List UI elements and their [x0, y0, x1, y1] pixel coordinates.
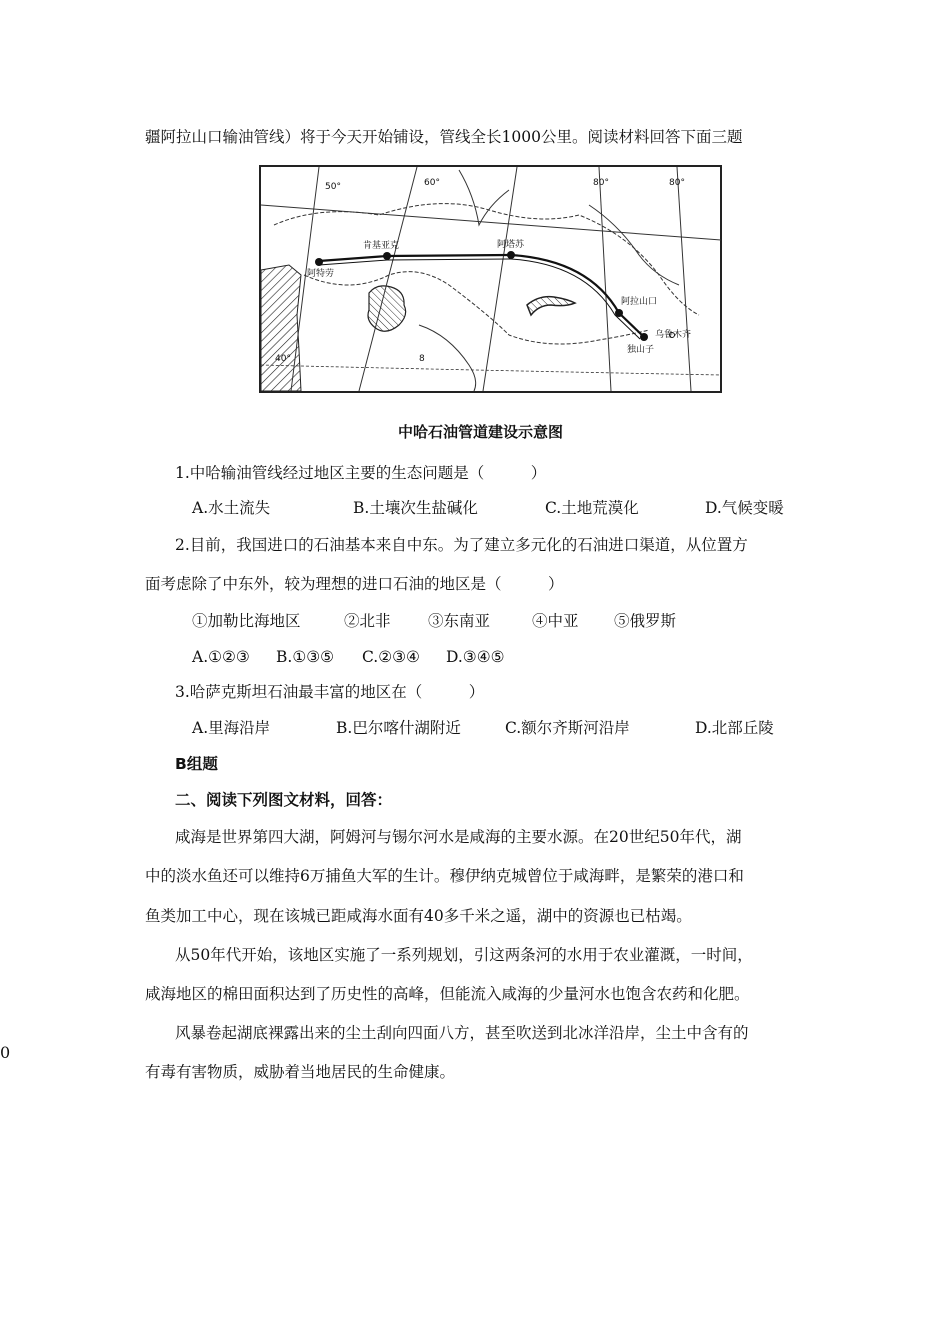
q2-option-b: B.①③⑤	[276, 648, 335, 666]
map-caption: 中哈石油管道建设示意图	[398, 423, 564, 441]
para1-line3: 鱼类加工中心，现在该城已距咸海水面有40多千米之遥，湖中的资源也已枯竭。	[145, 907, 692, 925]
q2-option-c: C.②③④	[362, 648, 420, 666]
intro-line: 疆阿拉山口输油管线）将于今天开始铺设，管线全长1000公里。阅读材料回答下面三题	[145, 128, 743, 146]
q1-option-c: C.土地荒漠化	[545, 499, 639, 517]
label-deg-60: 60°	[424, 178, 440, 188]
label-number-8: 8	[419, 354, 425, 364]
label-kenkiyak: 肯基亚克	[363, 241, 400, 251]
q1-stem: 1.中哈输油管线经过地区主要的生态问题是（ ）	[175, 464, 547, 482]
label-deg-50: 50°	[325, 182, 341, 192]
para2-line2: 咸海地区的棉田面积达到了历史性的高峰，但能流入咸海的少量河水也饱含农药和化肥。	[145, 985, 750, 1003]
city-dushanzi-dot	[640, 333, 648, 341]
q2-item-5: ⑤俄罗斯	[614, 612, 677, 630]
q2-stem-1: 2.目前，我国进口的石油基本来自中东。为了建立多元化的石油进口渠道，从位置方	[175, 536, 748, 554]
q3-option-c: C.额尔齐斯河沿岸	[505, 719, 630, 737]
label-deg-80b: 80°	[669, 178, 685, 188]
label-deg-40: 40°	[275, 354, 291, 364]
q1-option-a: A.水土流失	[192, 499, 271, 517]
pipeline-map	[259, 165, 722, 393]
label-urumqi: 乌鲁木齐	[655, 330, 692, 340]
q1-option-d: D.气候变暖	[705, 499, 784, 517]
pipeline-map-svg	[259, 165, 722, 393]
q1-option-b: B.土壤次生盐碱化	[353, 499, 478, 517]
para1-line1: 咸海是世界第四大湖，阿姆河与锡尔河水是咸海的主要水源。在20世纪50年代，湖	[175, 828, 742, 846]
label-alashankou: 阿拉山口	[621, 297, 658, 307]
q2-item-4: ④中亚	[532, 612, 579, 630]
margin-digit: 0	[0, 1043, 11, 1062]
para1-line2: 中的淡水鱼还可以维持6万捕鱼大军的生计。穆伊纳克城曾位于咸海畔，是繁荣的港口和	[145, 867, 744, 885]
label-atyrau: 阿特劳	[307, 269, 335, 279]
q3-option-d: D.北部丘陵	[695, 719, 774, 737]
q2-option-d: D.③④⑤	[446, 648, 505, 666]
q3-option-a: A.里海沿岸	[192, 719, 271, 737]
q2-item-1: ①加勒比海地区	[192, 612, 301, 630]
q2-item-3: ③东南亚	[428, 612, 491, 630]
city-alashankou-dot	[615, 309, 623, 317]
para3-line2: 有毒有害物质，威胁着当地居民的生命健康。	[145, 1063, 456, 1081]
section-two-heading: 二、阅读下列图文材料，回答：	[175, 791, 393, 809]
city-atyrau-dot	[315, 258, 323, 266]
city-atasu-dot	[507, 251, 515, 259]
para3-line1: 风暴卷起湖底裸露出来的尘土刮向四面八方，甚至吹送到北冰洋沿岸，尘土中含有的	[175, 1024, 749, 1042]
label-atasu: 阿塔苏	[497, 240, 525, 250]
group-b-heading: B组题	[175, 755, 218, 773]
q2-option-a: A.①②③	[192, 648, 250, 666]
label-dushanzi: 独山子	[627, 345, 655, 355]
q2-item-2: ②北非	[344, 612, 391, 630]
para2-line1: 从50年代开始，该地区实施了一系列规划，引这两条河的水用于农业灌溉，一时间，	[175, 946, 753, 964]
q3-option-b: B.巴尔喀什湖附近	[336, 719, 461, 737]
q2-stem-2: 面考虑除了中东外，较为理想的进口石油的地区是（ ）	[145, 575, 564, 593]
label-deg-80a: 80°	[593, 178, 609, 188]
q3-stem: 3.哈萨克斯坦石油最丰富的地区在（ ）	[175, 683, 485, 701]
city-kenkiyak-dot	[383, 252, 391, 260]
